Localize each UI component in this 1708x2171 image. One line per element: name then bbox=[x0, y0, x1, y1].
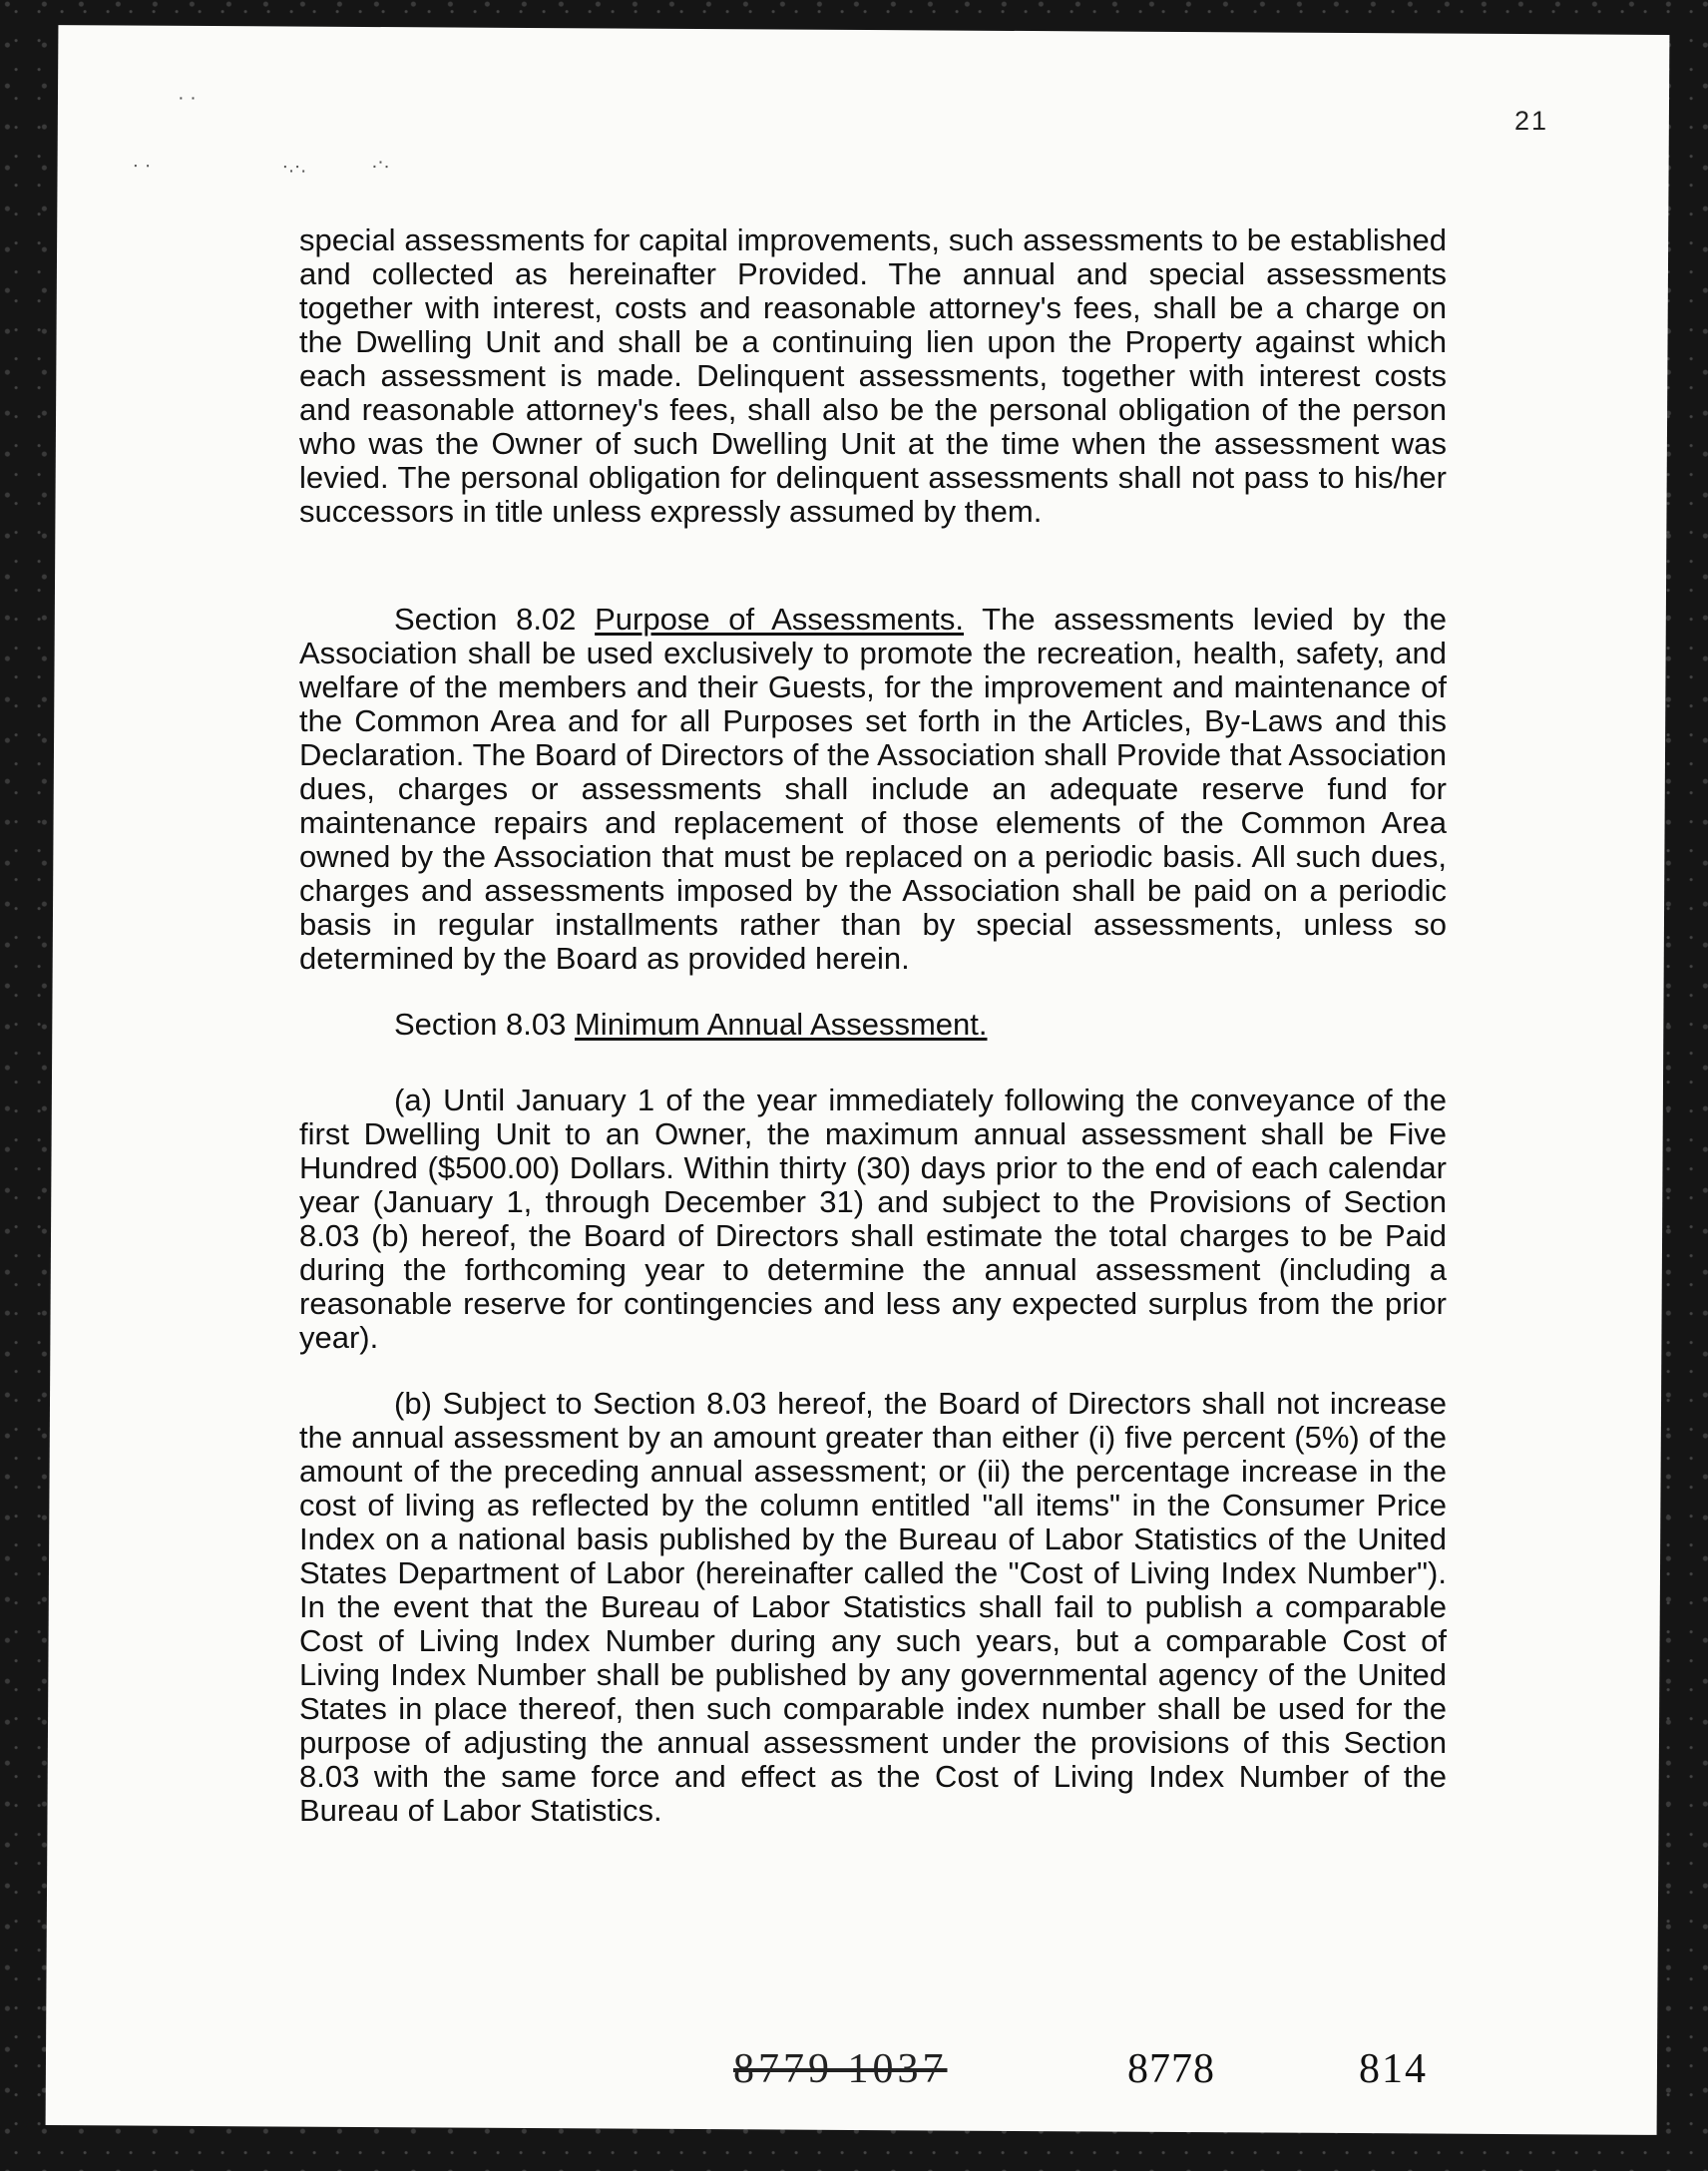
intro-paragraph bbox=[299, 223, 1447, 529]
scan-speck: ·.·. bbox=[281, 155, 307, 178]
section-8-02-paragraph bbox=[299, 603, 1447, 976]
section-8-03-heading-line bbox=[299, 1008, 1447, 1042]
section-8-02 bbox=[299, 603, 1447, 976]
intro-paragraph-text: special assessments for capital improvements, such assessments to be established and collected as hereinafter Provided. The annual and special assessments together with interest, costs and reasonable attorney's fees, shall be a charge on the Dwelling Unit and shall be a continuing lien upon the Property against which each assessment is made. Delinquent assessments, together with interest costs and reasonable attorney's fees, shall also be the personal obligation of the person who was the Owner of such Dwelling Unit at the time when the assessment was levied. The personal obligation for delinquent assessments shall not pass to his/her successors in title unless expressly assumed by them. bbox=[299, 222, 1447, 529]
section-8-02-number: Section 8.02 bbox=[394, 602, 577, 637]
current-page-stamp: 8778 bbox=[1127, 2046, 1215, 2092]
section-8-02-heading: Purpose of Assessments. bbox=[595, 602, 965, 637]
section-8-03-paragraph-a bbox=[299, 1084, 1447, 1355]
scan-speck: · · bbox=[177, 86, 197, 109]
section-8-03-b-text: (b) Subject to Section 8.03 hereof, the Board of Directors shall not increase the annual assessment by an amount greater than either (i) five percent (5%) of the amount of the preceding annual assessment; or (ii) the percentage increase in the cost of living as reflected by the column entitled "all items" in the Consumer Price Index on a national basis published by the Bureau of Labor Statistics of the United States Department of Labor (hereinafter called the "Cost of Living Index Number"). In the event that the Bureau of Labor Statistics shall fail to publish a comparable Cost of Living Index Number during any such years, but a comparable Cost of Living Index Number shall be published by any governmental agency of the United States in place thereof, then such comparable index number shall be used for the purpose of adjusting the annual assessment under the provisions of this Section 8.03 with the same force and effect as the Cost of Living Index Number of the Bureau of Labor Statistics. bbox=[299, 1386, 1447, 1828]
section-8-02-body: The assessments levied by the Association shall be used exclusively to promote the recreation, health, safety, and welfare of the members and their Guests, for the improvement and maintenance of the Common Area and for all Purposes set forth in the Articles, By-Laws and this Declaration. The Board of Directors of the Association shall Provide that Association dues, charges or assessments shall include an adequate reserve fund for maintenance repairs and replacement of those elements of the Common Area owned by the Association that must be replaced on a periodic basis. All such dues, charges and assessments imposed by the Association shall be paid on a periodic basis in regular installments rather than by special assessments, unless so determined by the Board as provided herein. bbox=[299, 602, 1447, 976]
section-8-03-heading: Minimum Annual Assessment. bbox=[574, 1007, 988, 1042]
section-8-03-paragraph-b bbox=[299, 1387, 1447, 1828]
section-8-03-title bbox=[299, 1008, 1447, 1042]
folio-number: 814 bbox=[1359, 2046, 1428, 2092]
scan-speck: .·. bbox=[371, 151, 390, 174]
struck-page-stamp: 8779 1037 bbox=[733, 2046, 948, 2092]
section-8-03-number: Section 8.03 bbox=[394, 1007, 567, 1042]
section-8-03-a-text: (a) Until January 1 of the year immediately following the conveyance of the first Dwelling Unit to an Owner, the maximum annual assessment shall be Five Hundred ($500.00) Dollars. Within thirty (30) days prior to the end of each calendar year (January 1, through December 31) and subject to the Provisions of Section 8.03 (b) hereof, the Board of Directors shall estimate the total charges to be Paid during the forthcoming year to determine the annual assessment (including a reasonable reserve for contingencies and less any expected surplus from the prior year). bbox=[299, 1083, 1447, 1355]
scan-speck: · · bbox=[132, 154, 152, 177]
page-number: 21 bbox=[1514, 106, 1549, 136]
